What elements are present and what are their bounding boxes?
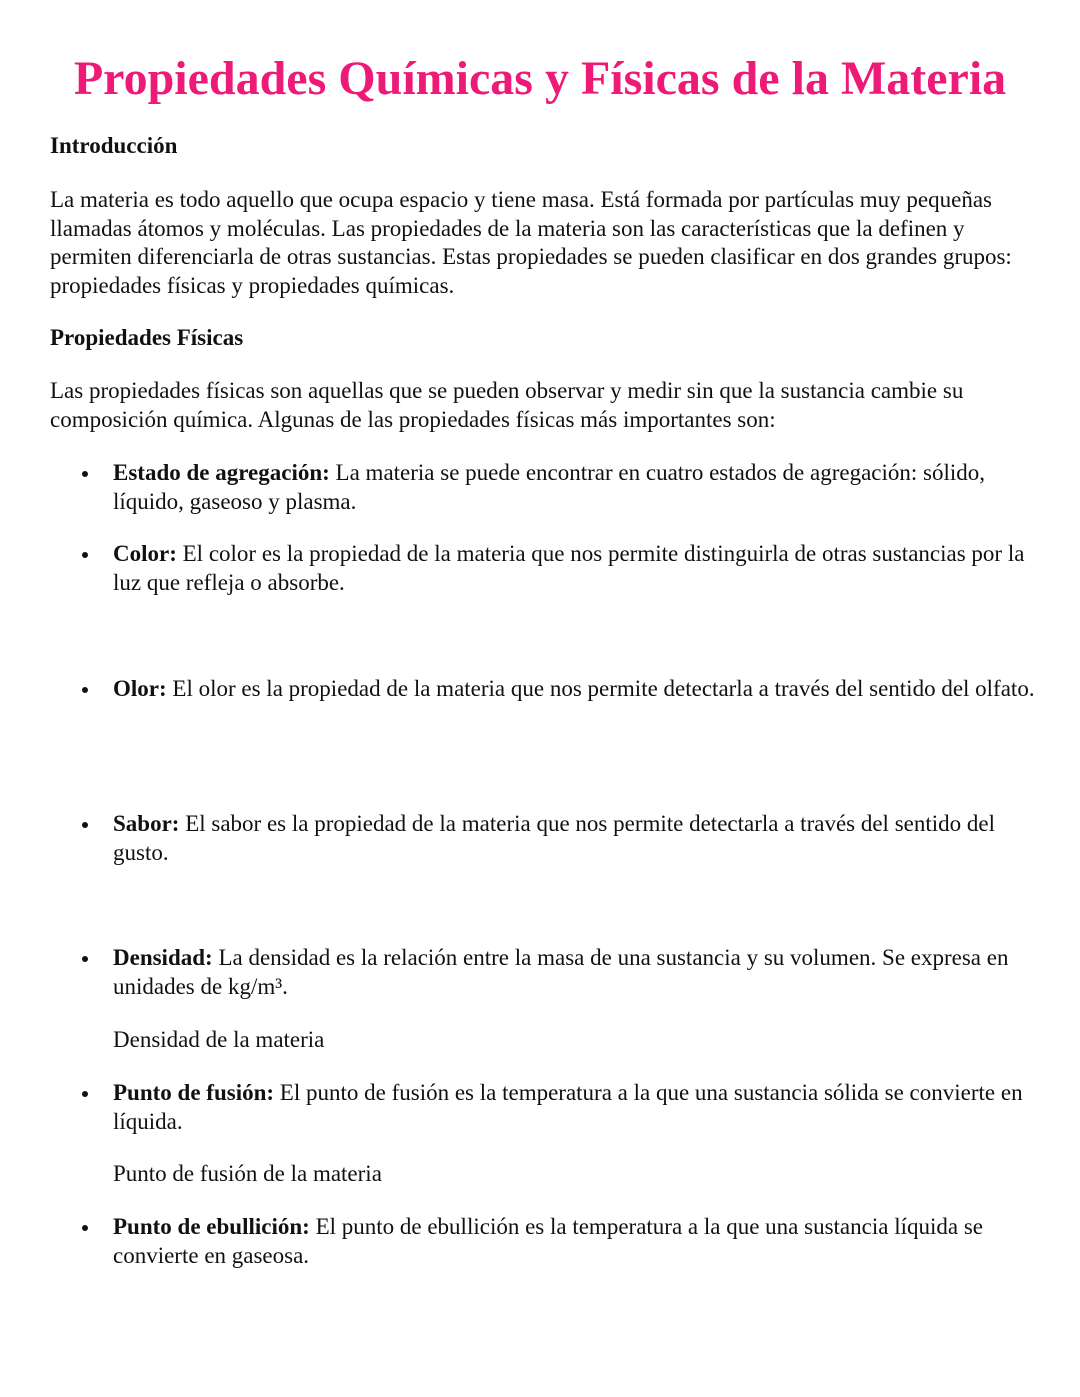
property-description: El color es la propiedad de la materia que nos permite distinguirla de otras sustancias por la luz que refleja o absorbe. — [113, 541, 1025, 595]
intro-paragraph: La materia es todo aquello que ocupa espacio y tiene masa. Está formada por partículas muy pequeñas llamadas átomos y moléculas. Las propiedades de la materia son las características que la definen y permiten diferenciarla de otras sustancias. Estas propiedades se pueden clasificar en dos grandes grupos: propiedades físicas y propiedades químicas. — [50, 187, 1012, 298]
bullet-icon — [82, 471, 88, 477]
property-description: El punto de ebullición es la temperatura a la que una sustancia líquida se convierte en gaseosa. — [113, 1214, 983, 1268]
bullet-icon — [82, 552, 88, 558]
list-item-punto-fusion — [113, 1079, 1043, 1136]
property-term: Color: — [113, 541, 177, 566]
property-term: Estado de agregación: — [113, 460, 330, 485]
property-term: Olor: — [113, 676, 167, 701]
property-description: El olor es la propiedad de la materia que nos permite detectarla a través del sentido del olfato. — [166, 676, 1035, 701]
property-term: Sabor: — [113, 811, 180, 836]
section-heading-introduccion: Introducción — [50, 133, 178, 158]
list-item-sabor — [113, 810, 1043, 867]
property-term: Densidad: — [113, 945, 213, 970]
property-term: Punto de ebullición: — [113, 1214, 310, 1239]
property-description: El sabor es la propiedad de la materia que nos permite detectarla a través del sentido del gusto. — [113, 811, 995, 865]
property-description: La densidad es la relación entre la masa de una sustancia y su volumen. Se expresa en unidades de kg/m³. — [113, 945, 1009, 999]
bullet-icon — [82, 956, 88, 962]
list-item-estado-agregacion — [113, 459, 1043, 516]
section-heading-propiedades-fisicas: Propiedades Físicas — [50, 325, 244, 350]
melting-point-note: Punto de fusión de la materia — [113, 1161, 382, 1186]
physical-properties-paragraph: Las propiedades físicas son aquellas que se pueden observar y medir sin que la sustancia cambie su composición química. Algunas de las propiedades físicas más importantes son: — [50, 378, 964, 432]
bullet-icon — [82, 1225, 88, 1231]
list-item-color — [113, 540, 1043, 597]
property-description: El punto de fusión es la temperatura a la que una sustancia sólida se convierte en líquida. — [113, 1080, 1023, 1134]
list-item-densidad — [113, 944, 1043, 1001]
property-description: La materia se puede encontrar en cuatro estados de agregación: sólido, líquido, gaseoso y plasma. — [113, 460, 986, 514]
bullet-icon — [82, 687, 88, 693]
density-note: Densidad de la materia — [113, 1027, 325, 1052]
list-item-punto-ebullicion — [113, 1213, 1043, 1270]
bullet-icon — [82, 1091, 88, 1097]
property-term: Punto de fusión: — [113, 1080, 275, 1105]
page-title: Propiedades Químicas y Físicas de la Materia — [73, 52, 1007, 105]
list-item-olor — [113, 675, 1043, 704]
bullet-icon — [82, 822, 88, 828]
